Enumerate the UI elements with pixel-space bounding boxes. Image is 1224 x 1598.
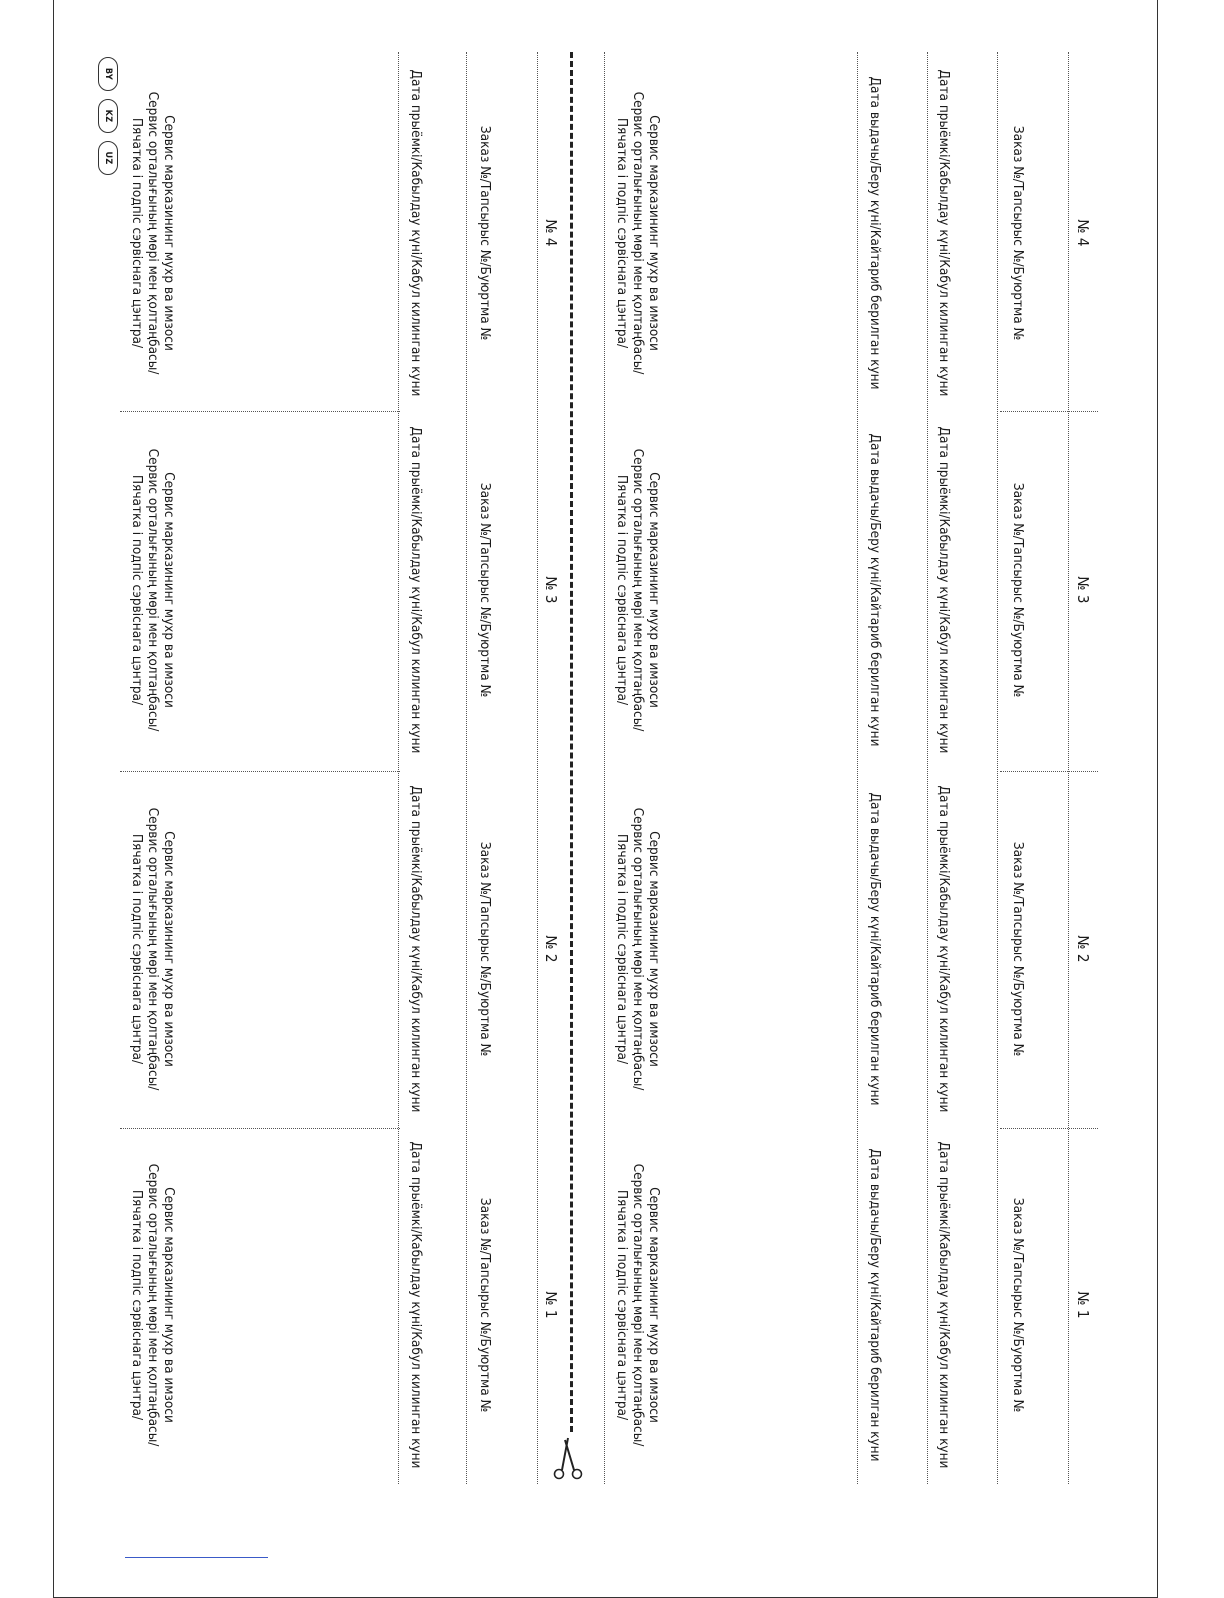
language-badge-by: [98, 57, 118, 91]
column-separator: [398, 52, 399, 1484]
stamp-signature-label: [614, 449, 662, 732]
stump-date-received-label: Дата прыёмкі/Кабылдау күні/Кабул килинган куни: [408, 426, 424, 754]
stamp-line: Сервис марказининг мухр ва имзоси: [161, 1187, 177, 1423]
stamp-line: Пячатка і подпіс сэрвіснага цэнтра/: [129, 474, 145, 706]
stump-stamp-signature-label: [129, 92, 177, 375]
stamp-line: Сервис марказининг мухр ва имзоси: [161, 115, 177, 351]
stamp-line: Сервис орталығының мөрі мен қолтаңбасы/: [630, 807, 646, 1091]
stump-number: № 2: [542, 935, 560, 963]
footer-accent-line: [125, 1557, 268, 1558]
language-code: UZ: [103, 151, 113, 165]
column-separator: [537, 52, 538, 1484]
row-separator: [120, 1128, 400, 1129]
date-issued-label: Дата выдачы/Беру күні/Кайтариб берилган куни: [867, 433, 883, 747]
row-separator: [1000, 1128, 1098, 1129]
stump-number: № 3: [542, 576, 560, 604]
stump-date-received-label: Дата прыёмкі/Кабылдау күні/Кабул килинган куни: [408, 785, 424, 1113]
stamp-line: Пячатка і подпіс сэрвіснага цэнтра/: [614, 1189, 630, 1421]
date-issued-label: Дата выдачы/Беру күні/Кайтариб берилган куни: [867, 1148, 883, 1462]
row-separator: [1000, 411, 1098, 412]
date-received-label: Дата прыёмкі/Кабылдау күні/Кабул килинган куни: [936, 1141, 952, 1469]
language-badge-kz: [98, 99, 118, 133]
stamp-line: Сервис марказининг мухр ва имзоси: [161, 831, 177, 1067]
stump-order-number-label: Заказ №/Тапсырыс №/Буюртма №: [477, 1197, 493, 1413]
coupon-number: № 4: [1074, 219, 1092, 247]
stump-stamp-signature-label: [129, 1164, 177, 1447]
order-number-label: Заказ №/Тапсырыс №/Буюртма №: [1010, 841, 1026, 1057]
column-separator: [997, 52, 998, 1484]
stamp-line: Пячатка і подпіс сэрвіснага цэнтра/: [614, 833, 630, 1065]
date-issued-label: Дата выдачы/Беру күні/Кайтариб берилган куни: [867, 76, 883, 390]
stamp-line: Сервис марказининг мухр ва имзоси: [646, 1187, 662, 1423]
column-separator: [466, 52, 467, 1484]
stump-order-number-label: Заказ №/Тапсырыс №/Буюртма №: [477, 125, 493, 341]
stump-order-number-label: Заказ №/Тапсырыс №/Буюртма №: [477, 841, 493, 1057]
stump-order-number-label: Заказ №/Тапсырыс №/Буюртма №: [477, 482, 493, 698]
date-received-label: Дата прыёмкі/Кабылдау күні/Кабул килинган куни: [936, 69, 952, 397]
date-issued-label: Дата выдачы/Беру күні/Кайтариб берилган куни: [867, 792, 883, 1106]
stamp-line: Сервис марказининг мухр ва имзоси: [646, 831, 662, 1067]
stamp-line: Сервис орталығының мөрі мен қолтаңбасы/: [145, 807, 161, 1091]
language-badge-uz: [98, 141, 118, 175]
coupon-number: № 3: [1074, 576, 1092, 604]
stamp-line: Пячатка і подпіс сэрвіснага цэнтра/: [129, 1189, 145, 1421]
column-separator: [857, 52, 858, 1484]
column-separator: [1068, 52, 1069, 1484]
stamp-line: Сервис орталығының мөрі мен қолтаңбасы/: [145, 91, 161, 375]
column-separator: [927, 52, 928, 1484]
stump-number: № 1: [542, 1291, 560, 1319]
row-separator: [120, 411, 400, 412]
stamp-line: Сервис орталығының мөрі мен қолтаңбасы/: [630, 448, 646, 732]
stamp-line: Пячатка і подпіс сэрвіснага цэнтра/: [129, 833, 145, 1065]
date-received-label: Дата прыёмкі/Кабылдау күні/Кабул килинган куни: [936, 785, 952, 1113]
stamp-signature-label: [614, 92, 662, 375]
language-code: KZ: [103, 109, 113, 123]
stump-date-received-label: Дата прыёмкі/Кабылдау күні/Кабул килинган куни: [408, 1141, 424, 1469]
stamp-line: Пячатка і подпіс сэрвіснага цэнтра/: [129, 117, 145, 349]
stump-stamp-signature-label: [129, 449, 177, 732]
stamp-line: Пячатка і подпіс сэрвіснага цэнтра/: [614, 474, 630, 706]
order-number-label: Заказ №/Тапсырыс №/Буюртма №: [1010, 482, 1026, 698]
cut-line: [570, 52, 573, 1432]
stamp-signature-label: [614, 1164, 662, 1447]
stamp-line: Сервис марказининг мухр ва имзоси: [646, 472, 662, 708]
stamp-line: Сервис марказининг мухр ва имзоси: [646, 115, 662, 351]
row-separator: [1000, 771, 1098, 772]
language-code: BY: [103, 67, 113, 81]
order-number-label: Заказ №/Тапсырыс №/Буюртма №: [1010, 1197, 1026, 1413]
order-number-label: Заказ №/Тапсырыс №/Буюртма №: [1010, 125, 1026, 341]
column-separator: [604, 52, 605, 1484]
stamp-signature-label: [614, 808, 662, 1091]
scissors-icon: [548, 1436, 588, 1482]
stamp-line: Пячатка і подпіс сэрвіснага цэнтра/: [614, 117, 630, 349]
stamp-line: Сервис орталығының мөрі мен қолтаңбасы/: [630, 91, 646, 375]
coupon-number: № 1: [1074, 1291, 1092, 1319]
stamp-line: Сервис орталығының мөрі мен қолтаңбасы/: [630, 1163, 646, 1447]
page-border: [53, 0, 1158, 1598]
stump-date-received-label: Дата прыёмкі/Кабылдау күні/Кабул килинган куни: [408, 69, 424, 397]
coupon-number: № 2: [1074, 935, 1092, 963]
date-received-label: Дата прыёмкі/Кабылдау күні/Кабул килинган куни: [936, 426, 952, 754]
stamp-line: Сервис орталығының мөрі мен қолтаңбасы/: [145, 1163, 161, 1447]
stamp-line: Сервис орталығының мөрі мен қолтаңбасы/: [145, 448, 161, 732]
stamp-line: Сервис марказининг мухр ва имзоси: [161, 472, 177, 708]
stump-number: № 4: [542, 219, 560, 247]
row-separator: [120, 771, 400, 772]
stump-stamp-signature-label: [129, 808, 177, 1091]
